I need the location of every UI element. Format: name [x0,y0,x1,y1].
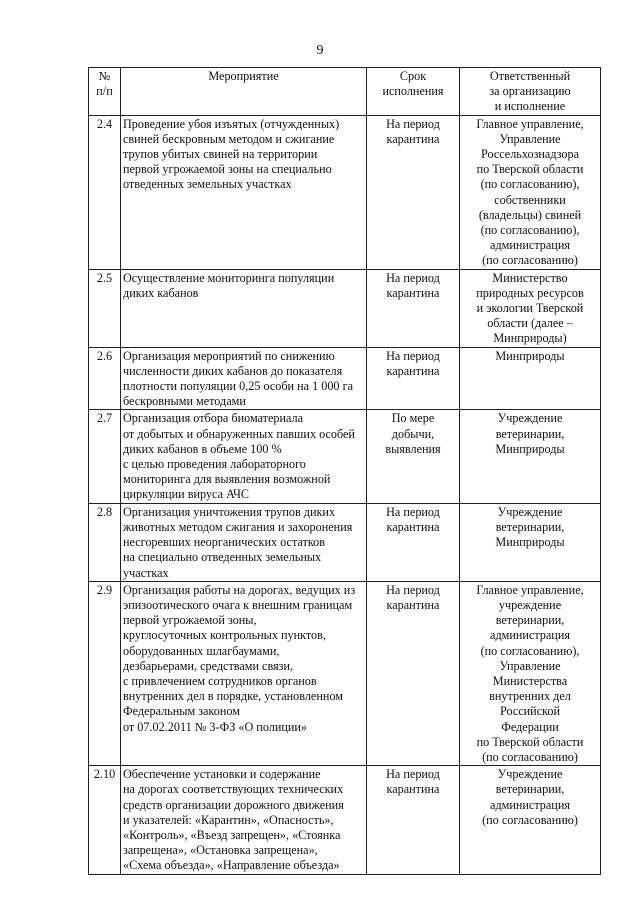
cell-line: учреждение [498,597,562,612]
cell-line: и указателей: «Карантин», «Опасность», [123,812,334,827]
row-action [121,410,367,503]
cell-line: (владельцы) свиней [478,207,582,222]
cell-line: Срок [399,69,427,83]
cell-line: первой угрожаемой зоны, [123,613,257,628]
cell-line: бескровными методами [123,394,246,409]
cell-line: (по согласованию) [482,812,578,827]
cell-line: Минприроды [495,535,565,550]
cell-line: Министерства [492,673,568,688]
cell-line: карантина [386,597,440,612]
cell-line: Главное управление, [476,582,584,597]
cell-line: внутренних дел в порядке, установленном [123,689,343,704]
cell-line: На период [386,270,440,285]
row-number: 2.9 [89,581,121,765]
cell-line: Минприроды) [493,331,567,346]
cell-line: диких кабанов в объеме 100 % [123,441,282,456]
cell-line: Организация мероприятий по снижению [123,348,335,363]
cell-line: Федерации [501,719,559,734]
table-header-row [89,68,601,116]
cell-line: карантина [386,363,440,378]
cell-line: и исполнение [494,99,566,114]
row-action [121,503,367,581]
cell-line: выявления [385,441,441,456]
cell-line: с привлечением сотрудников органов [123,673,317,688]
header-action [121,68,367,116]
row-term [367,503,460,581]
cell-line: от 07.02.2011 № 3-ФЗ «О полиции» [123,719,308,734]
table-row [89,503,601,581]
cell-line: по Тверской области [476,162,584,177]
row-responsible [460,269,601,347]
cell-line: за организацию [489,84,571,99]
cell-line: Проведение убоя изъятых (отчужденных) [123,116,340,131]
cell-line: Минприроды [495,348,565,363]
cell-line: дезбарьерами, средствами связи, [123,658,294,673]
row-responsible [460,347,601,410]
row-term [367,410,460,503]
row-responsible [460,766,601,874]
header-responsible [460,68,601,116]
cell-line: (по согласованию), [480,177,580,192]
row-term [367,581,460,765]
cell-line: численности диких кабанов до показателя [123,363,343,378]
cell-line: Организация работы на дорогах, ведущих из [123,582,356,597]
cell-line: п/п [96,84,113,99]
cell-line: с целью проведения лабораторного [123,457,306,472]
row-number: 2.5 [89,269,121,347]
cell-line: области (далее – [487,316,573,331]
cell-line: ветеринарии, [495,426,565,441]
cell-line: Осуществление мониторинга популяции [123,270,335,285]
cell-line: Управление [499,131,561,146]
row-term [367,115,460,269]
cell-line: На период [386,767,440,782]
measures-table [88,67,601,875]
row-action [121,347,367,410]
cell-line: (по согласованию), [480,223,580,238]
cell-line: ветеринарии, [495,613,565,628]
cell-line: добычи, [391,426,435,441]
table-row [89,766,601,874]
table-row [89,269,601,347]
cell-line: На период [386,582,440,597]
page-number: 9 [316,43,324,58]
cell-line: администрация [490,797,570,812]
row-action [121,766,367,874]
cell-line: (по согласованию) [482,749,578,764]
cell-line: карантина [386,285,440,300]
cell-line: исполнения [382,84,444,99]
cell-line: Ответственный [489,69,571,83]
row-term [367,269,460,347]
cell-line: животных методом сжигания и захоронения [123,519,353,534]
cell-line: По мере [391,411,435,426]
cell-line: Учреждение [497,411,563,426]
cell-line: «Схема объезда», «Направление объезда» [123,858,340,873]
cell-line: Организация отбора биоматериала [123,411,304,426]
table-row [89,115,601,269]
row-number: 2.7 [89,410,121,503]
cell-line: первой угрожаемой зоны на специально [123,162,332,177]
row-responsible [460,115,601,269]
cell-line: участках [123,565,169,580]
cell-line: Главное управление, [476,116,584,131]
cell-line: по Тверской области [476,734,584,749]
cell-line: «Контроль», «Въезд запрещен», «Стоянка [123,827,341,842]
table-row [89,347,601,410]
cell-line: диких кабанов [123,285,199,300]
row-action [121,115,367,269]
row-action [121,581,367,765]
cell-line: Мероприятие [208,69,279,83]
cell-line: несгоревших неорганических остатков [123,535,325,550]
cell-line: ветеринарии, [495,782,565,797]
cell-line: На период [386,504,440,519]
table-row [89,581,601,765]
cell-line: Учреждение [497,767,563,782]
cell-line: карантина [386,782,440,797]
table-body [89,115,601,874]
row-responsible [460,503,601,581]
cell-line: внутренних дел [489,689,571,704]
row-number: 2.10 [89,766,121,874]
cell-line: Минприроды [495,441,565,456]
cell-line: собственники [494,192,566,207]
row-number: 2.4 [89,115,121,269]
cell-line: (по согласованию), [480,643,580,658]
cell-line: Министерство [492,270,568,285]
cell-line: запрещена», «Остановка запрещена», [123,843,318,858]
cell-line: Обеспечение установки и содержание [123,767,321,782]
cell-line: карантина [386,519,440,534]
cell-line: плотности популяции 0,25 особи на 1 000 га [123,379,353,394]
cell-line: Федеральным законом [123,704,240,719]
cell-line: администрация [490,238,570,253]
cell-line: № [98,69,111,83]
cell-line: средств организации дорожного движения [123,797,344,812]
row-number: 2.8 [89,503,121,581]
row-number: 2.6 [89,347,121,410]
header-term [367,68,460,116]
row-responsible [460,581,601,765]
cell-line: мониторинга для выявления возможной [123,472,331,487]
cell-line: На период [386,116,440,131]
cell-line: Российской [499,704,561,719]
cell-line: свиней бескровным методом и сжигание [123,131,335,146]
cell-line: администрация [490,628,570,643]
cell-line: на специально отведенных земельных [123,550,322,565]
cell-line: циркуляции вируса АЧС [123,487,250,502]
cell-line: Россельхознадзора [480,147,580,162]
header-number [89,68,121,116]
row-term [367,766,460,874]
cell-line: карантина [386,131,440,146]
cell-line: Организация уничтожения трупов диких [123,504,336,519]
cell-line: На период [386,348,440,363]
cell-line: трупов убитых свиней на территории [123,147,318,162]
cell-line: на дорогах соответствующих технических [123,782,344,797]
cell-line: ветеринарии, [495,519,565,534]
table-row [89,410,601,503]
cell-line: отведенных земельных участках [123,177,292,192]
cell-line: эпизоотического очага к внешним границам [123,597,353,612]
row-action [121,269,367,347]
row-responsible [460,410,601,503]
row-term [367,347,460,410]
cell-line: круглосуточных контрольных пунктов, [123,628,326,643]
cell-line: оборудованных шлагбаумами, [123,643,280,658]
cell-line: Учреждение [497,504,563,519]
cell-line: и экологии Тверской [476,301,584,316]
cell-line: от добытых и обнаруженных павших особей [123,426,355,441]
cell-line: (по согласованию) [482,253,578,268]
cell-line: природных ресурсов [476,285,584,300]
cell-line: Управление [499,658,561,673]
